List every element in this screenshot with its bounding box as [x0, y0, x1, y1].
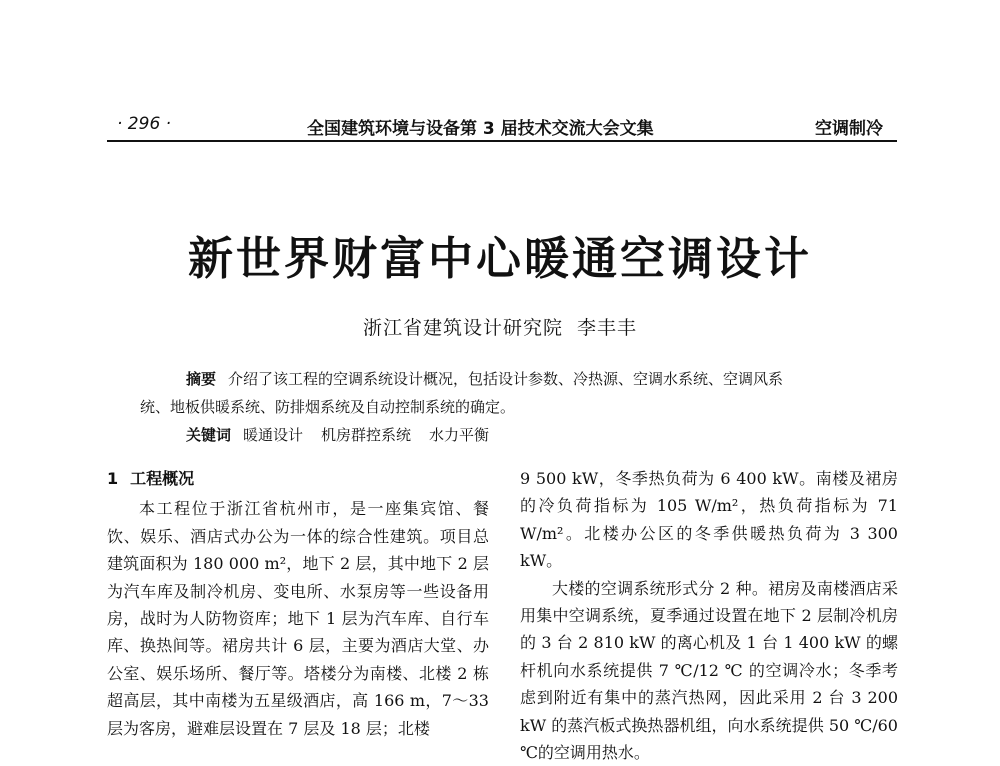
section-heading: [107, 465, 489, 492]
abstract-text-1: 介绍了该工程的空调系统设计概况，包括设计参数、冷热源、空调水系统、空调风系: [228, 370, 784, 388]
keyword: 水力平衡: [429, 426, 490, 444]
keywords-line: [186, 424, 507, 445]
section-number: 1: [107, 469, 119, 488]
keywords-label: 关键词: [186, 426, 232, 444]
author-name: 李丰丰: [577, 317, 638, 339]
abstract-text-2: 统、地板供暖系统、防排烟系统及自动控制系统的确定。: [140, 398, 516, 416]
section-name: 空调制冷: [815, 119, 883, 139]
journal-title: 全国建筑环境与设备第 3 届技术交流大会文集: [307, 119, 654, 139]
paper-title: 新世界财富中心暖通空调设计: [187, 232, 812, 285]
abstract-line-2: [140, 396, 515, 417]
abstract-label: 摘要: [186, 370, 217, 388]
page-number: · 296 ·: [117, 114, 172, 134]
section-title: 工程概况: [130, 469, 195, 488]
left-column: [107, 465, 489, 742]
paragraph: 大楼的空调系统形式分 2 种。裙房及南楼酒店采用集中空调系统，夏季通过设置在地下 2 层制冷机房的 3 台 2 810 kW 的离心机及 1 台 1 400 kW 的螺杆机向水系统提供 7 ℃/12 ℃ 的空调冷水；冬季考虑到附近有集中的蒸汽热网，因此采用 2 台 3 200 kW 的蒸汽板式换热器机组，向水系统提供 50 ℃/60 ℃的空调用热水。: [520, 578, 898, 763]
right-column: [520, 465, 898, 766]
institution: 浙江省建筑设计研究院: [362, 317, 563, 339]
paragraph: 9 500 kW，冬季热负荷为 6 400 kW。南楼及裙房的冷负荷指标为 105 W/m²，热负荷指标为 71 W/m²。北楼办公区的冬季供暖热负荷为 3 300 kW。: [520, 469, 898, 571]
abstract-line-1: [186, 368, 783, 389]
running-head: [107, 112, 897, 142]
paragraph: 本工程位于浙江省杭州市，是一座集宾馆、餐饮、娱乐、酒店式办公为一体的综合性建筑。项目总建筑面积为 180 000 m²，地下 2 层，其中地下 2 层为汽车库及制冷机房、变电所、水泵房等一些设备用房，战时为人防物资库；地下 1 层为汽车库、自行车库、换热间等。裙房共计 6 层，主要为酒店大堂、办公室、娱乐场所、餐厅等。塔楼分为南楼、北楼 2 栋超高层，其中南楼为五星级酒店，高 166 m，7～33 层为客房，避难层设置在 7 层及 18 层；北楼: [107, 499, 489, 738]
keyword: 机房群控系统: [321, 426, 412, 444]
author-line: [0, 313, 1000, 340]
keyword: 暖通设计: [243, 426, 304, 444]
